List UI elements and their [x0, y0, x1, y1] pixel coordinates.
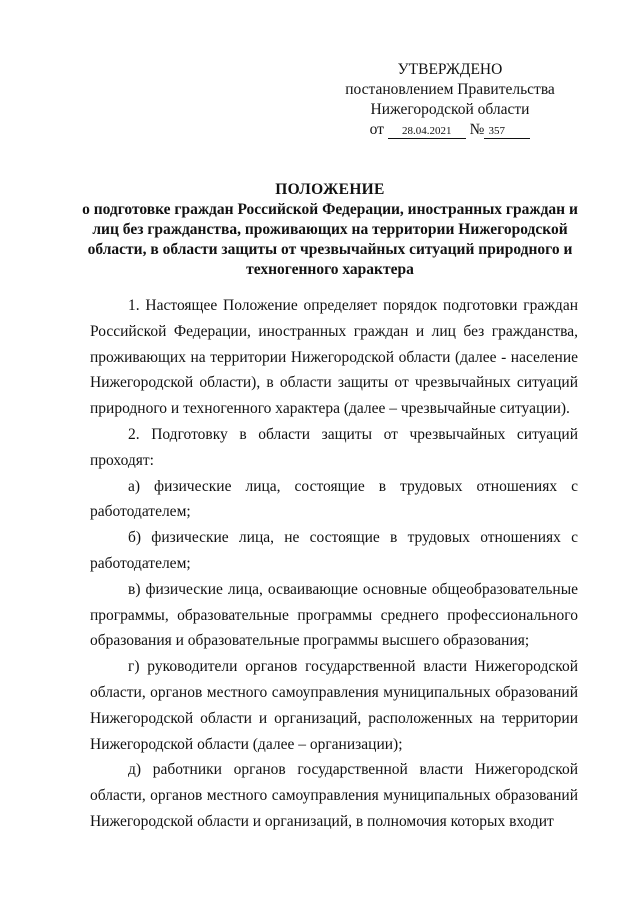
paragraph-g: г) руководители органов государственной власти Нижегородской области, органов местного самоуправления муниципальных образований Нижегородской области и организаций, расположенных на территории Нижегородской области (далее – организации); [90, 658, 578, 753]
paragraph-2: 2. Подготовку в области защиты от чрезвычайных ситуаций проходят: [90, 425, 578, 469]
paragraph-v: в) физические лица, осваивающие основные общеобразовательные программы, образовательные программы среднего профессионального образования и образовательные программы высшего образования; [90, 580, 578, 650]
decree-date: 28.04.2021 [388, 124, 466, 139]
paragraph-b: б) физические лица, не состоящие в трудовых отношениях с работодателем; [90, 529, 578, 572]
approval-word: УТВЕРЖДЕНО [397, 61, 503, 78]
approval-line-2: постановлением Правительства [345, 81, 555, 98]
title-heading: ПОЛОЖЕНИЕ [275, 181, 385, 198]
document-body [90, 293, 578, 835]
from-label: от [369, 121, 384, 138]
paragraph-d: д) работники органов государственной власти Нижегородской области, органов местного самоуправления муниципальных образований Нижегородской области и организаций, в полномочия которых входит [90, 761, 578, 830]
document-title [70, 180, 590, 280]
approval-date-line [340, 120, 560, 140]
number-label: № [469, 121, 485, 138]
approval-line-3: Нижегородской области [370, 101, 530, 118]
title-subtitle: о подготовке граждан Российской Федерации, иностранных граждан и лиц без гражданства, проживающих на территории Нижегородской области, в области защиты от чрезвычайных ситуаций природного и техногенного характера [82, 201, 578, 278]
paragraph-1: 1. Настоящее Положение определяет порядок подготовки граждан Российской Федерации, иностранных граждан и лиц без гражданства, проживающих на территории Нижегородской области (далее - население Нижегородской области), в области защиты от чрезвычайных ситуаций природного и техногенного характера (далее – чрезвычайные ситуации). [90, 297, 578, 418]
approval-stamp [340, 60, 560, 140]
paragraph-a: а) физические лица, состоящие в трудовых отношениях с работодателем; [90, 477, 578, 521]
decree-number: 357 [484, 124, 530, 139]
